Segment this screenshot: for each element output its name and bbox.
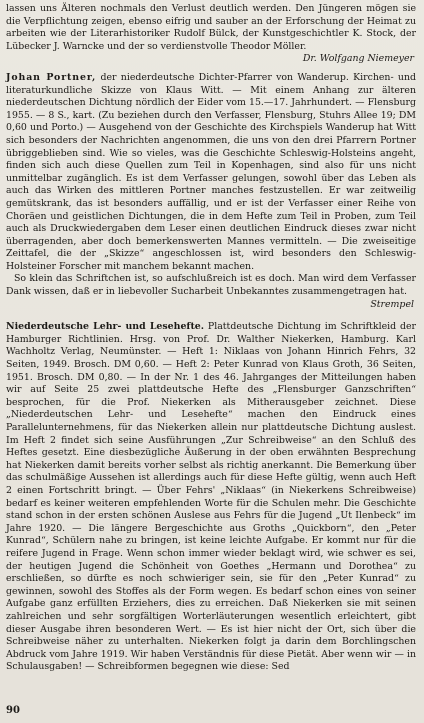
intro-signature: Dr. Wolfgang Niemeyer <box>302 53 414 65</box>
review1-body: der niederdeutsche Dichter-Pfarrer von Wanderup. Kirchen- und literaturkundliche Skizze von Klaus Witt. — Mit einem Anhang zur älteren niederdeutschen Dichtung nördlich der Eider vom 15.—17. Jahrhundert. — Flensburg 1955. — 8 S., kart. (Zu beziehen durch den Verfasser, Flensburg, Stuhrs Allee 19; DM 0,60 und Porto.) — Ausgehend von der Geschichte des Kirchspiels Wanderup hat Witt sich besonders der Nachrichten angenommen, die uns von den drei Pfarrern Portner übriggeblieben sind. Wie so vieles, was die Geschichte Schleswig-Holsteins angeht, finden sich auch diese Quellen zum Teil in Kopenhagen, sind also für uns nicht unmittelbar zugänglich. Es ist dem Verfasser gelungen, sowohl über das Leben als auch das Wirken des mittleren Portner manches festzustellen. Er war zeitweilig gemütskrank, das ist besonders auffällig, und er ist der Verfasser einer Reihe von Choräen und geistlichen Dichtungen, die in dem Hefte zum Teil in Proben, zum Teil auch als Druckwiedergaben dem Leser einen deutlichen Eindruck dieses zwar nicht überragenden, aber doch bemerkenswerten Mannes vermitteln. — Die zweiseitige Zeittafel, die der „Skizze“ angeschlossen ist, wird besonders den Schleswig-Holsteiner Forscher mit manchem bekannt machen. <box>6 71 416 272</box>
review1-paragraph-2: So klein das Schriftchen ist, so aufschlußreich ist es doch. Man wird dem Verfasser Dank wissen, daß er in liebevoller Sucharbeit Unbekanntes zusammengetragen hat. <box>6 273 416 298</box>
spacer <box>6 311 416 321</box>
review2-paragraph <box>6 321 416 674</box>
review1-paragraph <box>6 72 416 274</box>
review2-title: Niederdeutsche Lehr- und Lesehefte. <box>6 321 205 333</box>
page-number: 90 <box>6 705 20 716</box>
review1-title: Johan Portner, <box>6 71 97 83</box>
review1-signature: Strempel <box>370 298 414 310</box>
review2-body: Plattdeutsche Dichtung im Schriftkleid der Hamburger Richtlinien. Hrsg. von Prof. Dr. Walther Niekerken, Hamburg. Karl Wachholtz Verlag, Neumünster. — Heft 1: Niklaas von Johann Hinrich Fehrs, 32 Seiten, 1949. Brosch. DM 0,60. — Heft 2: Peter Kunrad von Klaus Groth, 36 Seiten, 1951. Brosch. DM 0,80. — In der Nr. 1 des 46. Jahrganges der Mitteilungen haben wir auf Seite 25 zwei plattdeutsche Hefte des „Flensburger Ganzschriften“ besprochen, für die Prof. Niekerken als Mitherausgeber zeichnet. Diese „Niederdeutschen Lehr- und Lesehefte“ machen den Eindruck eines Parallelunternehmens, für das Niekerken allein nur plattdeutsche Dichtung auslest. Im Heft 2 findet sich seine Ausführungen „Zur Schreibweise“ an den Schluß des Heftes gesetzt. Eine diesbezügliche Äußerung in der oben erwähnten Besprechung hat Niekerken damit bereits vorher selbst als richtig anerkannt. Die Bemerkung über das schulmäßige Aussehen ist allerdings auch für diese Hefte gültig, wenn auch Heft 2 einen Fortschritt bringt. — Über Fehrs' „Niklaas“ (in Niekerkens Schreibweise) bedarf es keiner weiteren empfehlenden Worte für die Schulen mehr. Die Geschichte stand schon in der ersten schönen Auslese aus Fehrs für die Jugend „Ut Ilenbeck“ im Jahre 1920. — Die längere Bergeschichte aus Groths „Quickborn“, den „Peter Kunrad“, Schülern nahe zu bringen, ist keine leichte Aufgabe. Er kommt nur für die reifere Jugend in Frage. Wenn schon immer wieder beklagt wird, wie schwer es sei, der heutigen Jugend die Schönheit von Goethes „Hermann und Dorothea“ zu erschließen, so dürfte es noch schwieriger sein, sie für den „Peter Kunrad“ zu gewinnen, sowohl des Stoffes als der Form wegen. Es bedarf schon eines von seiner Aufgabe ganz erfüllten Erziehers, dies zu erreichen. Daß Niekerken sie mit seinen zahlreichen und sehr sorgfältigen Worterläuterungen wesentlich erleichtert, gibt dieser Ausgabe ihren besonderen Wert. — Es ist hier nicht der Ort, sich über die Schreibweise näher zu unterhalten. Niekerken folgt ja darin dem Borchlingschen Abdruck vom Jahre 1919. Wir haben Verständnis für diese Pietät. Aber wenn wir — in Schulausgaben! — Schreibformen begegnen wie diese: Sed <box>6 321 417 673</box>
intro-paragraph: lassen uns Älteren nochmals den Verlust deutlich werden. Den Jüngeren mögen sie die Verpflichtung zeigen, ebenso eifrig und sauber an der Erforschung der Heimat zu arbeiten wie der Literarhistoriker Rudolf Bülck, der Kunstgeschichtler K. Stock, der Lübecker J. Warncke und der so verdienstvolle Theodor Möller. <box>6 3 416 52</box>
page-text <box>6 3 416 674</box>
